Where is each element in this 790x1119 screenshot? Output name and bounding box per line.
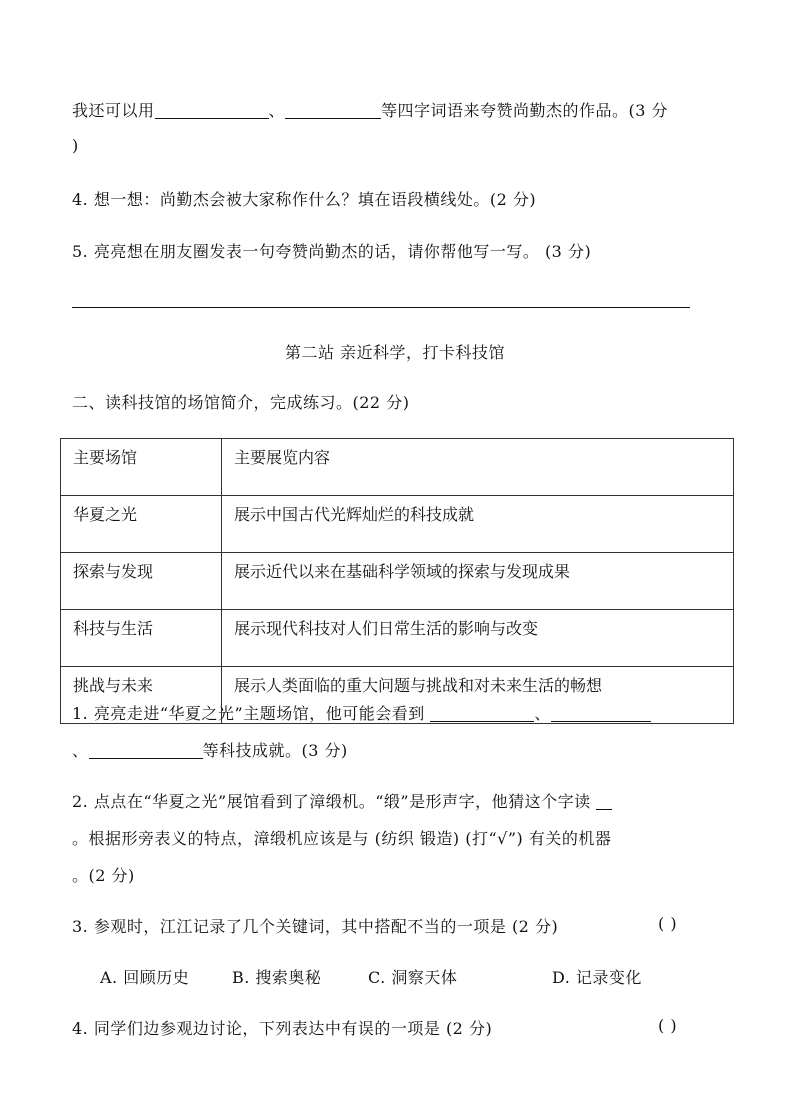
question-5: 5. 亮亮想在朋友圈发表一句夸赞尚勤杰的话，请你帮他写一写。 (3 分)	[72, 242, 592, 261]
option-a[interactable]: A. 回顾历史	[100, 968, 190, 987]
p1-stem: 1. 亮亮走进“华夏之光”主题场馆，他可能会看到	[72, 704, 425, 723]
venue-content: 展示近代以来在基础科学领域的探索与发现成果	[222, 553, 734, 610]
venue-table	[60, 438, 734, 724]
venue-content: 展示人类面临的重大问题与挑战和对未来生活的畅想	[222, 667, 734, 724]
practice-4-stem: 4. 同学们边参观边讨论，下列表达中有误的一项是 (2 分)	[72, 1019, 493, 1038]
answer-line-q5[interactable]	[72, 307, 690, 308]
practice-2-line1	[72, 789, 612, 812]
practice-2-line3: 。(2 分)	[72, 866, 135, 885]
p2-stem: 2. 点点在“华夏之光”展馆看到了漳缎机。“缎”是形声字，他猜这个字读	[72, 792, 591, 811]
answer-paren[interactable]: ( )	[658, 914, 678, 933]
pinyin-blank[interactable]	[596, 793, 612, 810]
table-row	[61, 553, 734, 610]
answer-blank[interactable]	[89, 742, 203, 759]
venue-content: 展示现代科技对人们日常生活的影响与改变	[222, 610, 734, 667]
option-b[interactable]: B. 搜索奥秘	[232, 968, 322, 987]
station2-title: 第二站 亲近科学，打卡科技馆	[284, 343, 506, 362]
venue-name: 探索与发现	[61, 553, 222, 610]
practice-1-line2	[72, 738, 348, 761]
venue-content: 展示中国古代光辉灿烂的科技成就	[222, 496, 734, 553]
section2-title: 二、读科技馆的场馆简介，完成练习。(22 分)	[72, 393, 410, 412]
practice-1-line1	[72, 701, 651, 724]
answer-blank[interactable]	[551, 705, 651, 722]
question-4: 4. 想一想：尚勤杰会被大家称作什么？填在语段横线处。(2 分)	[72, 190, 537, 209]
practice-2-line2: 。根据形旁表义的特点，漳缎机应该是与 (纺织 锻造) (打“√”) 有关的机器	[72, 829, 612, 848]
table-row	[61, 496, 734, 553]
table-row	[61, 610, 734, 667]
table-header-cell: 主要场馆	[61, 439, 222, 496]
option-c[interactable]: C. 洞察天体	[368, 968, 458, 987]
p1-sep: 、	[534, 704, 551, 723]
venue-name: 华夏之光	[61, 496, 222, 553]
venue-name: 挑战与未来	[61, 667, 222, 724]
answer-paren[interactable]: ( )	[658, 1016, 678, 1035]
venue-name: 科技与生活	[61, 610, 222, 667]
answer-blank[interactable]	[155, 102, 269, 119]
table-header-cell: 主要展览内容	[222, 439, 734, 496]
practice-3-stem: 3. 参观时，江江记录了几个关键词，其中搭配不当的一项是 (2 分)	[72, 917, 559, 936]
q3-suffix: 等四字词语来夸赞尚勤杰的作品。(3 分	[381, 101, 669, 120]
q3-line1	[72, 98, 668, 121]
q3-prefix: 我还可以用	[72, 101, 155, 120]
q3-line2: )	[72, 136, 79, 155]
p1-line2-suffix: 等科技成就。(3 分)	[202, 741, 348, 760]
q3-sep: 、	[268, 101, 286, 120]
table-header-row	[61, 439, 734, 496]
p1-line2-prefix: 、	[72, 741, 89, 760]
answer-blank[interactable]	[430, 705, 534, 722]
answer-blank[interactable]	[285, 102, 381, 119]
option-d[interactable]: D. 记录变化	[552, 968, 642, 987]
